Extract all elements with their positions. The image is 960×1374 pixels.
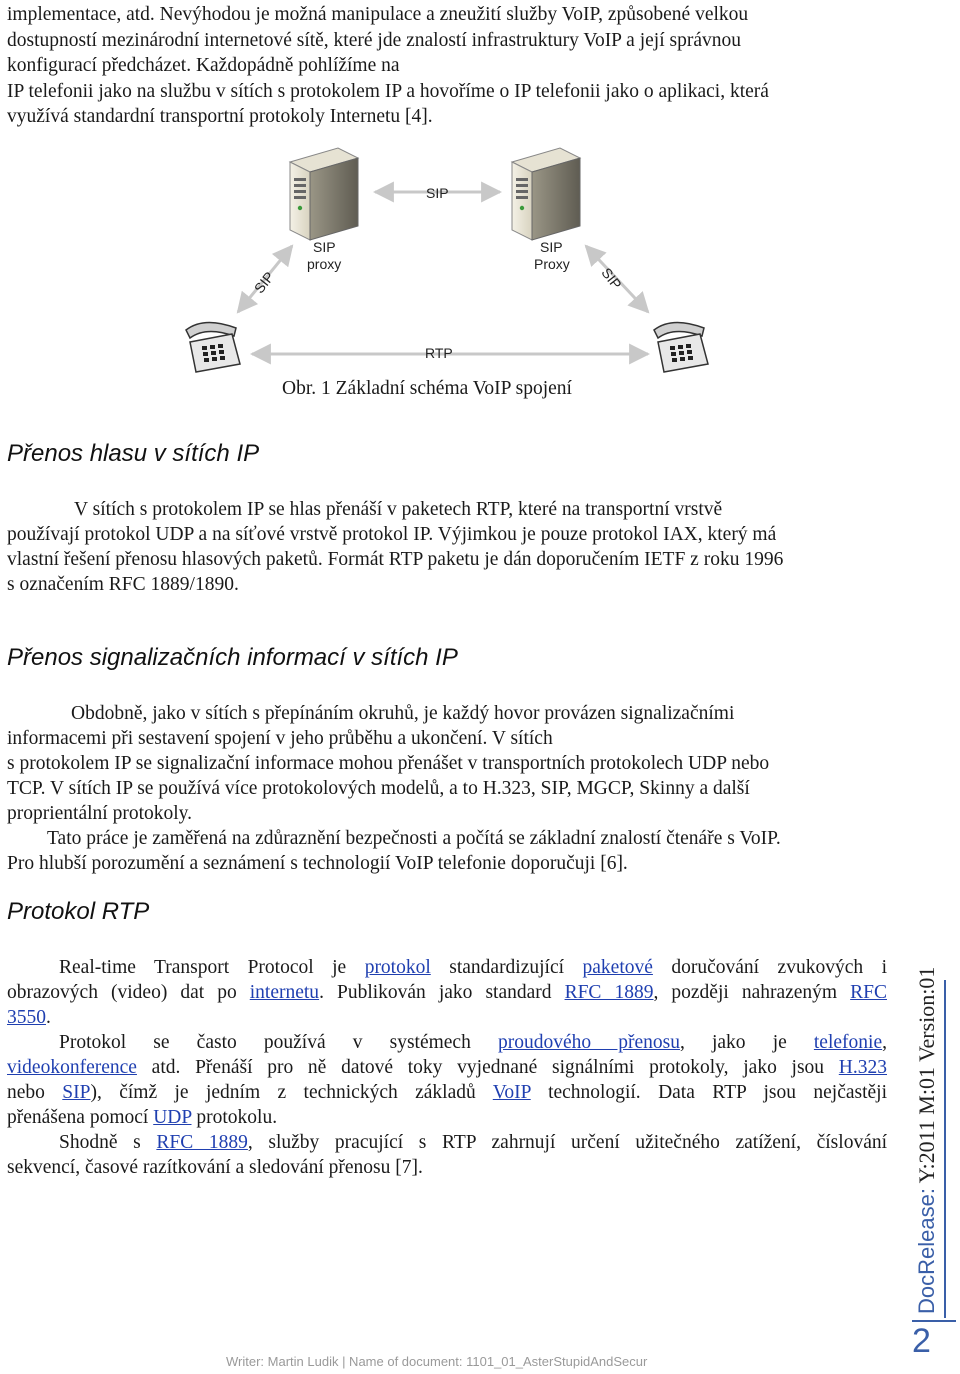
text-line: V sítích s protokolem IP se hlas přenáší v paketech RTP, které na transportní vrstvě <box>74 499 723 520</box>
intro-paragraph <box>7 2 887 130</box>
text-line: využívá standardní transportní protokoly Internetu [4]. <box>7 106 433 128</box>
link-udp[interactable]: UDP <box>153 1107 192 1128</box>
link-videokonference[interactable]: videokonference <box>7 1057 137 1078</box>
text-line: obrazových (video) dat po internetu. Publikován jako standard RFC 1889, později nahrazeným RFC <box>7 982 887 1003</box>
text-line: vlastní řešení přenosu hlasových paketů. Formát RTP paketu je dán doporučením IETF z roku 1996 <box>7 549 784 570</box>
left-proxy-label-2: proxy <box>307 256 342 272</box>
section-heading: Protokol RTP <box>7 898 150 925</box>
text-line: Shodně s RFC 1889, služby pracující s RTP zahrnují určení užitečného zatížení, číslování <box>59 1132 888 1153</box>
text-line: proprientální protokoly. <box>7 803 193 824</box>
link-telefonie[interactable]: telefonie <box>813 1032 883 1053</box>
doc-release-text <box>914 934 950 1314</box>
text-line: TCP. V sítích IP se používá více protokolových modelů, a to H.323, SIP, MGCP, Skinny a další <box>7 778 750 799</box>
link-rfc[interactable]: RFC <box>850 982 887 1003</box>
text-line: Pro hlubší porozumění a seznámení s technologií VoIP telefonie doporučuji [6]. <box>7 853 628 874</box>
text-line: videokonference atd. Přenáší pro ně datové toky vyjednané signálními protokoly, jako jsou H.323 <box>7 1057 887 1078</box>
text-line: Real-time Transport Protocol je protokol standardizující paketové doručování zvukových i <box>59 957 888 978</box>
voip-diagram <box>170 140 710 380</box>
doc-release-label: DocRelease: <box>914 1188 939 1314</box>
telephone-right-icon <box>654 322 708 372</box>
text-line: Obdobně, jako v sítích s přepínáním okruhů, je každý hovor provázen signalizačními <box>71 703 735 724</box>
text-line: konfigurací předcházet. Každopádně pohlížíme na <box>7 55 400 77</box>
link-protokol[interactable]: protokol <box>364 957 431 978</box>
sip-proxy-server-left-icon <box>290 148 358 240</box>
text-line: sekvencí, časové razítkování a sledování přenosu [7]. <box>7 1157 423 1178</box>
link-proudoveho-prenosu[interactable]: proudového přenosu <box>497 1032 680 1053</box>
page-footer: Writer: Martin Ludik | Name of document: 1101_01_AsterStupidAndSecur <box>226 1354 648 1369</box>
text-line: implementace, atd. Nevýhodou je možná manipulace a zneužití služby VoIP, způsobené velkou <box>7 4 749 25</box>
right-proxy-label-2: Proxy <box>534 256 570 272</box>
telephone-left-icon <box>186 322 240 372</box>
link-h323[interactable]: H.323 <box>838 1057 887 1078</box>
text-line: dostupností mezinárodní internetové sítě, které jde znalostí infrastruktury VoIP a její správnou <box>7 29 741 51</box>
section1-paragraph <box>7 497 887 597</box>
link-rfc-1889[interactable]: RFC 1889 <box>564 982 654 1003</box>
text-line: přenášena pomocí UDP protokolu. <box>7 1107 278 1128</box>
text-line: nebo SIP), čímž je jedním z technických základů VoIP technologií. Data RTP jsou nejčastěji <box>7 1082 888 1103</box>
sip-top-label: SIP <box>426 185 449 201</box>
doc-version: Y:2011 M:01 Version:01 <box>914 966 939 1189</box>
text-line: Tato práce je zaměřená na zdůraznění bezpečnosti a počítá se základní znalostí čtenáře s VoIP. <box>47 828 781 849</box>
text-line: IP telefonii jako na službu v sítích s protokolem IP a hovoříme o IP telefonii jako o aplikaci, která <box>7 80 769 102</box>
text-line: s protokolem IP se signalizační informace mohou přenášet v transportních protokolech UDP nebo <box>7 753 770 774</box>
rtp-label: RTP <box>425 345 453 361</box>
link-paketove[interactable]: paketové <box>582 957 653 978</box>
left-proxy-label-1: SIP <box>313 239 336 255</box>
sip-proxy-server-right-icon <box>512 148 580 240</box>
page-number: 2 <box>912 1322 931 1360</box>
section-heading: Přenos hlasu v sítích IP <box>7 440 260 467</box>
section3-paragraph <box>7 955 887 1180</box>
section2-paragraph <box>7 701 887 876</box>
link-voip[interactable]: VoIP <box>492 1082 531 1103</box>
figure-caption: Obr. 1 Základní schéma VoIP spojení <box>282 378 572 399</box>
link-internetu[interactable]: internetu <box>249 982 320 1003</box>
link-3550[interactable]: 3550 <box>7 1007 46 1028</box>
text-line: informacemi při sestavení spojení v jeho průběhu a ukončení. V sítích <box>7 728 553 749</box>
sip-right-label: SIP <box>598 264 625 293</box>
text-line: používají protokol UDP a na síťové vrstvě protokol IP. Výjimkou je pouze protokol IAX, který má <box>7 524 777 545</box>
right-proxy-label-1: SIP <box>540 239 563 255</box>
text-line: s označením RFC 1889/1890. <box>7 574 239 595</box>
text-line: 3550. <box>7 1007 51 1028</box>
link-rfc-1889-2[interactable]: RFC 1889 <box>156 1132 248 1153</box>
section-heading: Přenos signalizačních informací v sítích IP <box>7 644 458 671</box>
sip-left-label: SIP <box>250 268 278 297</box>
link-sip[interactable]: SIP <box>62 1082 91 1103</box>
doc-release-sidebar <box>910 966 956 1370</box>
text-line: Protokol se často používá v systémech proudového přenosu, jako je telefonie, <box>59 1032 887 1053</box>
